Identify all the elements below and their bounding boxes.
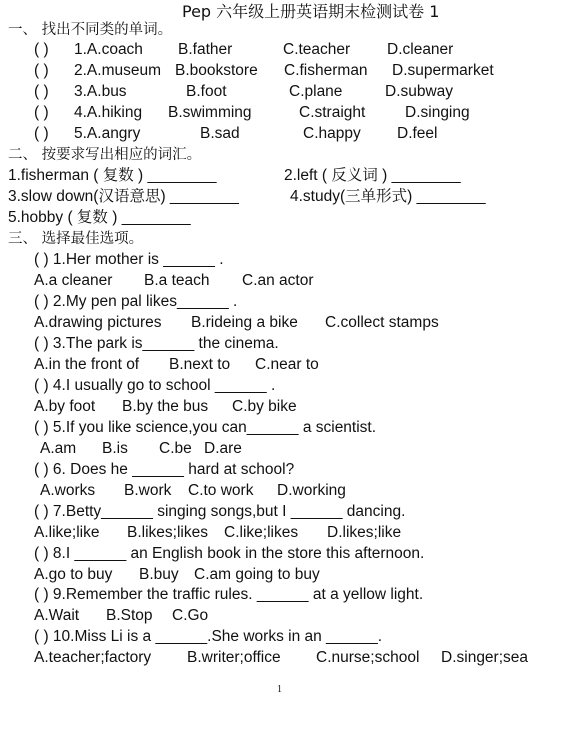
option-d: D.supermarket (392, 62, 494, 79)
option-b: B.rideing a bike (191, 314, 298, 331)
option-d: D.singer;sea (441, 649, 529, 666)
option-b: B.work (124, 482, 172, 499)
option-c: C.Go (172, 607, 209, 624)
option-c: C.an actor (242, 272, 314, 289)
question-text: ( ) 7.Betty______ singing songs,but I ______ dancing. (34, 503, 406, 520)
question-text: ( ) 5.If you like science,you can______ a scientist. (34, 419, 377, 436)
option-b: B.next to (169, 356, 231, 373)
option-b: B.writer;office (187, 649, 281, 666)
option-c: C.be (159, 440, 192, 457)
option-c: C.straight (299, 104, 366, 121)
option-a: A.go to buy (34, 566, 113, 583)
option-c: C.happy (303, 125, 361, 142)
option-b: B.foot (186, 83, 227, 100)
answer-bracket: ( ) (34, 41, 49, 58)
option-b: B.bookstore (175, 62, 258, 79)
option-a: A.am (40, 440, 77, 457)
question-text: ( ) 6. Does he ______ hard at school? (34, 461, 295, 478)
option-b: B.a teach (144, 272, 210, 289)
option-d: D.are (204, 440, 242, 457)
option-b: B.by the bus (122, 398, 209, 415)
section3-heading: 三、 选择最佳选项。 (8, 231, 144, 247)
question-text: ( ) 4.I usually go to school ______ . (34, 377, 276, 394)
option-a: A.teacher;factory (34, 649, 152, 666)
question-text: ( ) 8.I ______ an English book in the store this afternoon. (34, 545, 425, 562)
option-a: A.works (40, 482, 96, 499)
question-text: ( ) 3.The park is______ the cinema. (34, 335, 279, 352)
option-a: 5.A.angry (74, 125, 141, 142)
section2-item: 2.left ( 反义词 ) ________ (284, 167, 461, 184)
page-title: Pep 六年级上册英语期末检测试卷 1 (182, 2, 440, 21)
option-d: D.likes;like (327, 524, 402, 541)
option-c: C.plane (289, 83, 343, 100)
option-d: D.working (277, 482, 346, 499)
option-c: C.am going to buy (194, 566, 320, 583)
option-b: B.swimming (168, 104, 252, 121)
option-d: D.subway (385, 83, 454, 100)
option-d: D.feel (397, 125, 438, 142)
option-a: A.in the front of (34, 356, 140, 373)
option-a: A.Wait (34, 607, 80, 624)
answer-bracket: ( ) (34, 104, 49, 121)
option-c: C.collect stamps (325, 314, 439, 331)
option-d: D.cleaner (387, 41, 454, 58)
question-text: ( ) 2.My pen pal likes______ . (34, 293, 238, 310)
option-c: C.teacher (283, 41, 351, 58)
option-c: C.nurse;school (316, 649, 420, 666)
option-a: 3.A.bus (74, 83, 127, 100)
answer-bracket: ( ) (34, 83, 49, 100)
option-c: C.fisherman (284, 62, 368, 79)
section2-heading: 二、 按要求写出相应的词汇。 (8, 147, 202, 163)
section2-item: 1.fisherman ( 复数 ) ________ (8, 167, 217, 184)
option-b: B.father (178, 41, 233, 58)
question-text: ( ) 10.Miss Li is a ______.She works in an ______. (34, 628, 383, 645)
option-b: B.Stop (106, 607, 153, 624)
option-a: 1.A.coach (74, 41, 143, 58)
option-b: B.sad (200, 125, 240, 142)
section2-item: 5.hobby ( 复数 ) ________ (8, 209, 191, 226)
question-text: ( ) 9.Remember the traffic rules. ______ at a yellow light. (34, 586, 424, 603)
section2-item: 3.slow down(汉语意思) ________ (8, 188, 239, 205)
option-c: C.like;likes (224, 524, 299, 541)
option-a: A.by foot (34, 398, 96, 415)
option-a: 2.A.museum (74, 62, 162, 79)
option-c: C.to work (188, 482, 254, 499)
page-number: 1 (277, 684, 282, 695)
option-a: A.drawing pictures (34, 314, 162, 331)
option-a: 4.A.hiking (74, 104, 143, 121)
option-a: A.like;like (34, 524, 100, 541)
answer-bracket: ( ) (34, 125, 49, 142)
section1-heading: 一、 找出不同类的单词。 (8, 22, 173, 38)
question-text: ( ) 1.Her mother is ______ . (34, 251, 224, 268)
section2-item: 4.study(三单形式) ________ (290, 188, 486, 205)
option-c: C.near to (255, 356, 319, 373)
option-b: B.likes;likes (127, 524, 208, 541)
option-a: A.a cleaner (34, 272, 113, 289)
option-b: B.is (102, 440, 128, 457)
answer-bracket: ( ) (34, 62, 49, 79)
option-d: D.singing (405, 104, 470, 121)
option-b: B.buy (139, 566, 179, 583)
option-c: C.by bike (232, 398, 297, 415)
